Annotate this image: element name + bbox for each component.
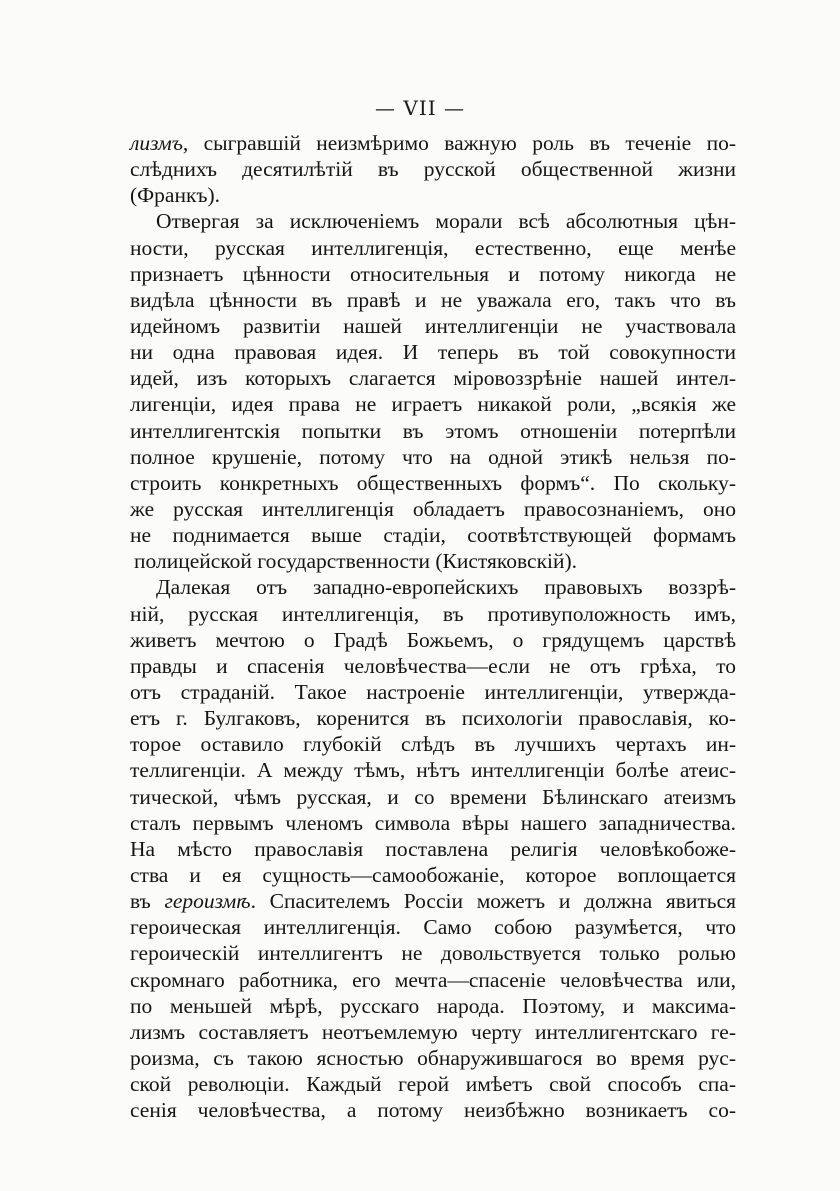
line-text: сталъ первымъ членомъ символа вѣры нашего западничества. <box>130 810 736 835</box>
text-line <box>130 679 736 705</box>
line-text: идейномъ развитіи нашей интеллигенціи не участвовала <box>130 313 736 338</box>
text-line <box>130 261 736 287</box>
text-line <box>130 862 736 888</box>
line-text: сенія человѣчества, а потому неизбѣжно возникаетъ со- <box>130 1098 736 1123</box>
line-text: видѣла цѣнности въ правѣ и не уважала его, такъ что въ <box>130 287 736 312</box>
line-text: признаетъ цѣнности относительныя и потому никогда не <box>130 261 736 286</box>
text-line <box>130 653 736 679</box>
body-text <box>130 130 736 1123</box>
line-text: роизма, съ такою ясностью обнаружившагося во время рус- <box>130 1045 736 1070</box>
text-line <box>130 1019 736 1045</box>
line-text: героическая интеллигенція. Само собою разумѣется, что <box>130 915 736 940</box>
line-text: лигенціи, идея права не играетъ никакой роли, „всякія же <box>130 392 736 417</box>
line-text: (Франкъ). <box>130 183 221 208</box>
text-line <box>130 967 736 993</box>
text-line <box>130 1097 736 1123</box>
line-text: полное крушеніе, потому что на одной этикѣ нельзя по- <box>130 444 736 469</box>
line-text: , сыгравшій неизмѣримо важную роль въ теченіе по- <box>182 131 736 155</box>
text-line <box>130 182 736 208</box>
text-line <box>130 784 736 810</box>
line-text: теллигенціи. А между тѣмъ, нѣтъ интеллигенціи болѣе атеис- <box>130 758 736 783</box>
line-text: На мѣсто православія поставлена религія человѣкобоже- <box>130 836 736 861</box>
line-text: . Спасителемъ Россіи можетъ и должна явиться <box>250 889 736 914</box>
text-line <box>130 548 736 574</box>
text-line <box>130 627 736 653</box>
line-text: отъ страданій. Такое настроеніе интеллигенціи, утвержда- <box>130 679 736 704</box>
text-line <box>130 496 736 522</box>
line-text: ской революціи. Каждый герой имѣетъ свой способъ спа- <box>130 1072 736 1097</box>
line-text: по меньшей мѣрѣ, русскаго народа. Поэтому, и максима- <box>130 993 736 1018</box>
line-text: героическій интеллигентъ не довольствуется только ролью <box>130 941 736 966</box>
line-text: тической, чѣмъ русская, и со времени Бѣлинскаго атеизмъ <box>130 784 736 809</box>
line-text: ни одна правовая идея. И теперь въ той совокупности <box>130 340 736 365</box>
text-line <box>130 914 736 940</box>
text-line <box>130 522 736 548</box>
line-text: идей, изъ которыхъ слагается міровоззрѣніе нашей интел- <box>130 366 736 391</box>
italic-word: героизмѣ <box>164 889 251 914</box>
italic-word: лизмъ <box>130 131 183 155</box>
text-line <box>130 130 736 156</box>
text-line <box>130 993 736 1019</box>
line-text: интеллигентскія попытки въ этомъ отношеніи потерпѣли <box>130 418 736 443</box>
text-line <box>130 208 736 234</box>
line-text: слѣднихъ десятилѣтій въ русской общественной жизни <box>130 157 736 182</box>
text-line <box>130 235 736 261</box>
page-number: — VII — <box>375 96 465 120</box>
line-text: ній, русская интеллигенція, въ противуположность имъ, <box>130 601 736 626</box>
text-line <box>130 888 736 914</box>
text-line <box>130 757 736 783</box>
line-text: Далекая отъ западно-европейскихъ правовыхъ воззрѣ- <box>156 575 736 600</box>
text-line <box>130 601 736 627</box>
line-text: скромнаго работника, его мечта—спасеніе человѣчества или, <box>130 967 736 992</box>
line-text: ности, русская интеллигенція, естественно, еще менѣе <box>130 235 736 260</box>
text-line <box>130 810 736 836</box>
text-line <box>130 731 736 757</box>
text-line <box>130 391 736 417</box>
text-line <box>130 418 736 444</box>
text-line <box>130 836 736 862</box>
text-line <box>130 470 736 496</box>
line-prefix: въ <box>130 889 165 914</box>
line-text: же русская интеллигенція обладаетъ правосознаніемъ, оно <box>130 496 736 521</box>
text-line <box>130 313 736 339</box>
text-line <box>130 156 736 182</box>
text-line <box>130 1071 736 1097</box>
line-text: правды и спасенія человѣчества—если не отъ грѣха, то <box>130 653 736 678</box>
line-text: етъ г. Булгаковъ, коренится въ психологіи православія, ко- <box>130 706 736 731</box>
line-text: ства и ея сущность—самообожаніе, которое воплощается <box>130 862 736 887</box>
line-text: торое оставило глубокій слѣдъ въ лучшихъ чертахъ ин- <box>130 732 736 757</box>
text-line <box>130 1045 736 1071</box>
text-line <box>130 705 736 731</box>
text-line <box>130 365 736 391</box>
line-text: полицейской государственности (Кистяковскій). <box>134 549 578 574</box>
line-text: живетъ мечтою о Градѣ Божьемъ, о грядущемъ царствѣ <box>130 627 736 652</box>
line-text: строить конкретныхъ общественныхъ формъ“. По скольку- <box>130 470 736 495</box>
text-line <box>130 339 736 365</box>
text-line <box>130 444 736 470</box>
text-line <box>130 940 736 966</box>
text-line <box>130 574 736 600</box>
line-text: лизмъ составляетъ неотъемлемую черту интеллигентскаго ге- <box>130 1019 736 1044</box>
line-text: не поднимается выше стадіи, соотвѣтствующей формамъ <box>130 523 736 548</box>
text-line <box>130 287 736 313</box>
line-text: Отвергая за исключеніемъ морали всѣ абсолютныя цѣн- <box>156 209 736 234</box>
